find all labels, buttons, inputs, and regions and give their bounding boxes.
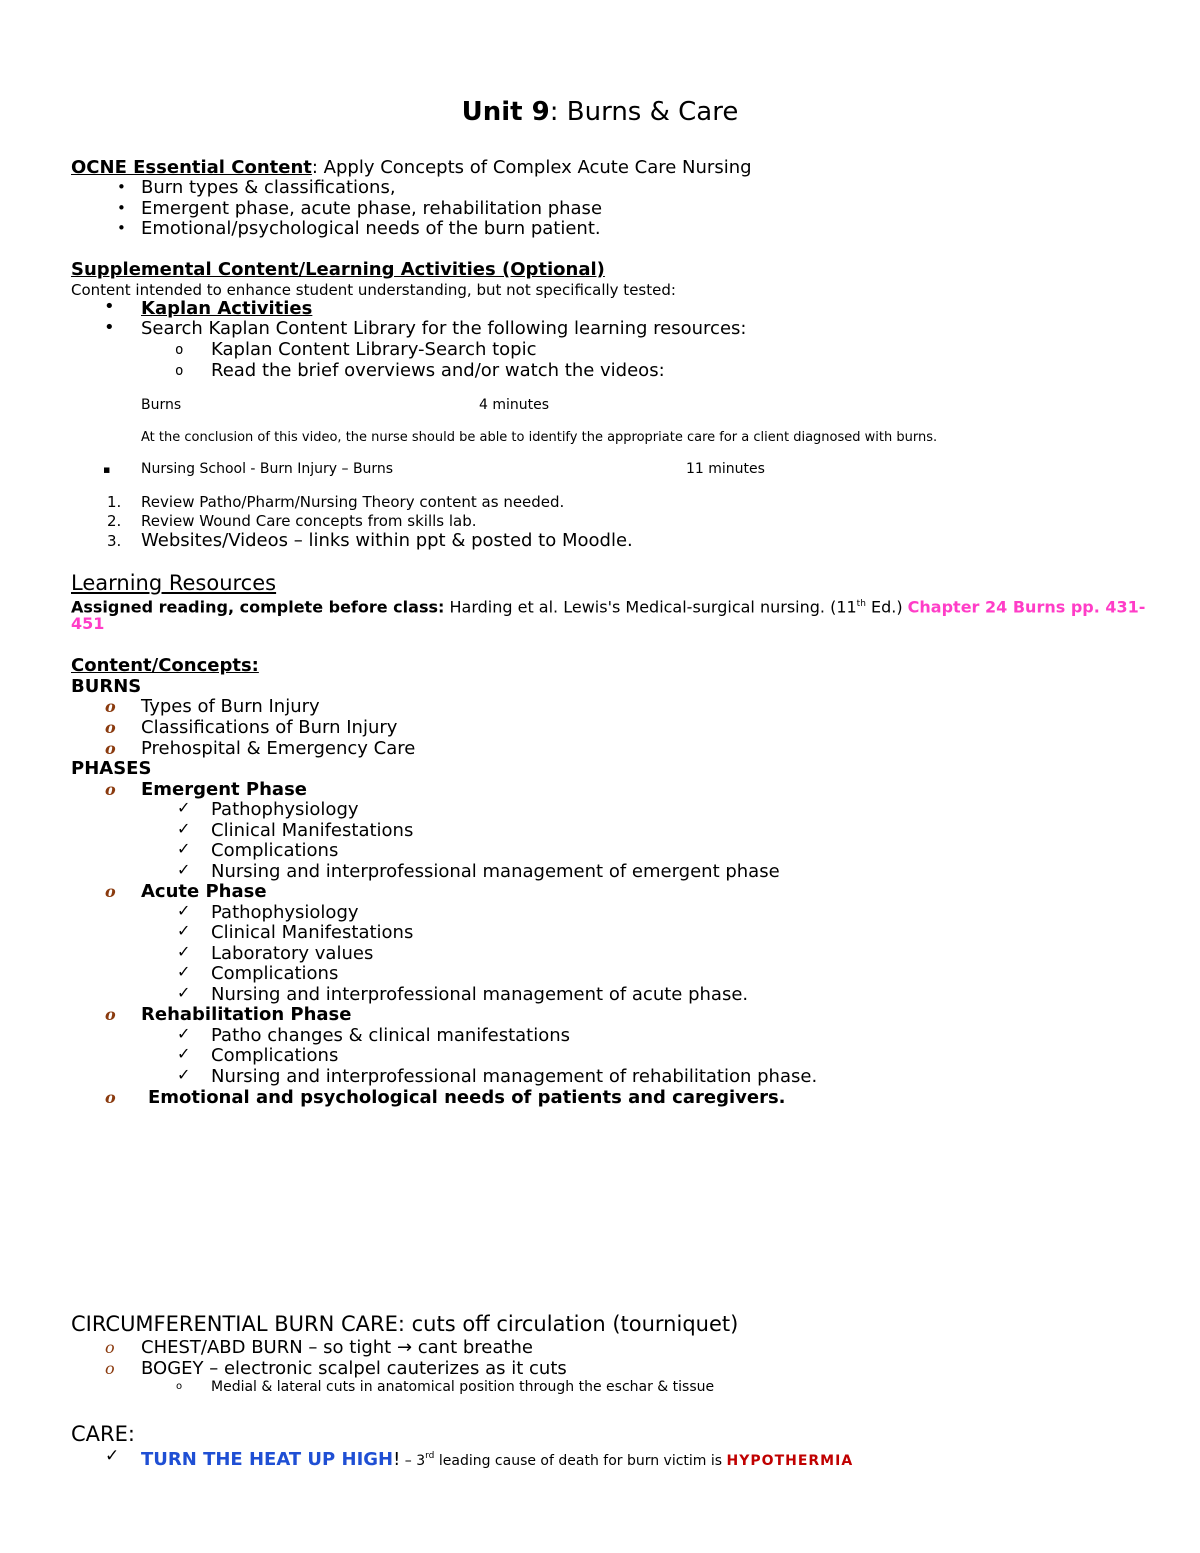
bullet-icon: o — [105, 718, 116, 737]
emergent-item: Complications — [211, 840, 339, 861]
ocne-heading: OCNE Essential Content — [71, 157, 312, 178]
assigned-label: Assigned reading, complete before class: — [71, 597, 445, 617]
chapter-reference-end: 451 — [71, 614, 105, 633]
assigned-text-2: Ed.) — [865, 597, 908, 617]
emergent-item: Nursing and interprofessional management of emergent phase — [211, 861, 780, 882]
bullet-icon: o — [105, 1338, 115, 1357]
bullet-icon: • — [117, 219, 126, 237]
video1-time: 4 minutes — [479, 397, 550, 413]
phases-label: PHASES — [71, 758, 152, 779]
bullet-icon: o — [105, 697, 116, 716]
ocne-rest: : Apply Concepts of Complex Acute Care Nursing — [311, 157, 752, 178]
acute-item: Complications — [211, 963, 339, 984]
care-heading: CARE: — [71, 1422, 135, 1446]
check-icon: ✓ — [177, 819, 191, 838]
chest-burn-text: CHEST/ABD BURN – so tight — [141, 1337, 397, 1358]
supplemental-heading: Supplemental Content/Learning Activities (Optional) — [71, 259, 605, 280]
circle-bullet-icon: o — [176, 1381, 183, 1392]
circumferential-item-1 — [141, 1337, 533, 1358]
check-icon: ✓ — [177, 921, 191, 940]
video2-time: 11 minutes — [686, 461, 765, 477]
title-unit: Unit 9 — [461, 97, 550, 127]
check-icon: ✓ — [177, 839, 191, 858]
page-title — [0, 96, 1200, 128]
ocne-item: Burn types & classifications, — [141, 177, 396, 198]
care-sup: rd — [425, 1451, 435, 1461]
circumferential-item-2: BOGEY – electronic scalpel cauterizes as it cuts — [141, 1358, 567, 1379]
emergent-phase-label: Emergent Phase — [141, 779, 307, 800]
emergent-item: Pathophysiology — [211, 799, 359, 820]
care-dash: – 3 — [400, 1453, 426, 1469]
video1-title: Burns — [141, 397, 182, 413]
numbered-2-text: Review Wound Care concepts from skills lab. — [141, 512, 477, 530]
bullet-icon: o — [105, 739, 116, 758]
emotional-needs: Emotional and psychological needs of patients and caregivers. — [148, 1087, 786, 1108]
chest-burn-text-2: cant breathe — [412, 1337, 533, 1358]
circumferential-rest: : cuts off circulation (tourniquet) — [397, 1312, 739, 1336]
rehab-phase-label: Rehabilitation Phase — [141, 1004, 352, 1025]
acute-item: Pathophysiology — [211, 902, 359, 923]
bullet-icon: o — [105, 780, 116, 799]
rehab-item: Complications — [211, 1045, 339, 1066]
video1-description: At the conclusion of this video, the nurse should be able to identify the appropriate care for a client diagnosed with burns. — [141, 430, 938, 445]
assigned-reading-line — [71, 595, 1145, 616]
numbered-1-text: Review Patho/Pharm/Nursing Theory content as needed. — [141, 493, 565, 511]
bullet-icon: o — [105, 1005, 116, 1024]
rehab-item: Nursing and interprofessional management of rehabilitation phase. — [211, 1066, 818, 1087]
title-rest: : Burns & Care — [549, 97, 739, 127]
check-icon: ✓ — [105, 1446, 120, 1466]
bullet-icon: o — [105, 1359, 115, 1378]
concepts-heading: Content/Concepts: — [71, 655, 259, 676]
check-icon: ✓ — [177, 983, 191, 1002]
kaplan-activities: Kaplan Activities — [141, 298, 313, 319]
assigned-text: Harding et al. Lewis's Medical-surgical nursing. (11 — [444, 597, 857, 617]
ocne-item: Emergent phase, acute phase, rehabilitation phase — [141, 198, 603, 219]
care-excl: ! — [393, 1449, 401, 1470]
bullet-icon: • — [117, 199, 126, 217]
ocne-heading-line — [71, 157, 752, 178]
acute-item: Clinical Manifestations — [211, 922, 414, 943]
burns-item: Classifications of Burn Injury — [141, 717, 398, 738]
care-rest: leading cause of death for burn victim is — [434, 1453, 727, 1469]
numbered-3-text: Websites/Videos – links within ppt & posted to Moodle. — [141, 530, 633, 551]
circumferential-line — [71, 1312, 738, 1337]
check-icon: ✓ — [177, 798, 191, 817]
burns-item: Prehospital & Emergency Care — [141, 738, 416, 759]
rehab-item: Patho changes & clinical manifestations — [211, 1025, 571, 1046]
numbered-1-num: 1. — [107, 493, 122, 511]
check-icon: ✓ — [177, 1044, 191, 1063]
emergent-item: Clinical Manifestations — [211, 820, 414, 841]
bullet-icon: o — [105, 882, 116, 901]
check-icon: ✓ — [177, 962, 191, 981]
check-icon: ✓ — [177, 901, 191, 920]
check-icon: ✓ — [177, 942, 191, 961]
kaplan-search: Search Kaplan Content Library for the following learning resources: — [141, 318, 747, 339]
burns-item: Types of Burn Injury — [141, 696, 320, 717]
circumferential-sub: Medial & lateral cuts in anatomical position through the eschar & tissue — [211, 1379, 715, 1395]
check-icon: ✓ — [177, 860, 191, 879]
care-item — [141, 1446, 853, 1472]
bullet-icon: • — [104, 317, 115, 338]
chapter-reference: Chapter 24 Burns pp. 431- — [907, 597, 1146, 617]
acute-item: Laboratory values — [211, 943, 374, 964]
bullet-icon: • — [117, 178, 126, 196]
hypothermia: HYPOTHERMIA — [726, 1453, 854, 1469]
supplemental-intro: Content intended to enhance student understanding, but not specifically tested: — [71, 281, 676, 299]
bullet-icon: • — [104, 296, 115, 317]
learning-resources-heading: Learning Resources — [71, 571, 277, 595]
video2-title: Nursing School - Burn Injury – Burns — [141, 461, 394, 477]
circle-bullet-icon: o — [175, 363, 184, 379]
ocne-item: Emotional/psychological needs of the burn patient. — [141, 218, 601, 239]
bullet-icon: o — [105, 1088, 116, 1107]
numbered-2-num: 2. — [107, 512, 122, 530]
check-icon: ✓ — [177, 1024, 191, 1043]
turn-heat-up: TURN THE HEAT UP HIGH — [141, 1449, 394, 1470]
kaplan-sub-1: Kaplan Content Library-Search topic — [211, 339, 537, 360]
acute-item: Nursing and interprofessional management of acute phase. — [211, 984, 749, 1005]
burns-label: BURNS — [71, 676, 142, 697]
arrow-right-icon: → — [396, 1337, 413, 1358]
assigned-sup: th — [856, 599, 866, 609]
numbered-3-num: 3. — [107, 532, 122, 550]
kaplan-sub-2: Read the brief overviews and/or watch the videos: — [211, 360, 665, 381]
check-icon: ✓ — [177, 1065, 191, 1084]
circle-bullet-icon: o — [175, 342, 184, 358]
acute-phase-label: Acute Phase — [141, 881, 267, 902]
square-bullet-icon: ▪ — [103, 463, 111, 476]
circumferential-heading: CIRCUMFERENTIAL BURN CARE — [71, 1312, 398, 1336]
